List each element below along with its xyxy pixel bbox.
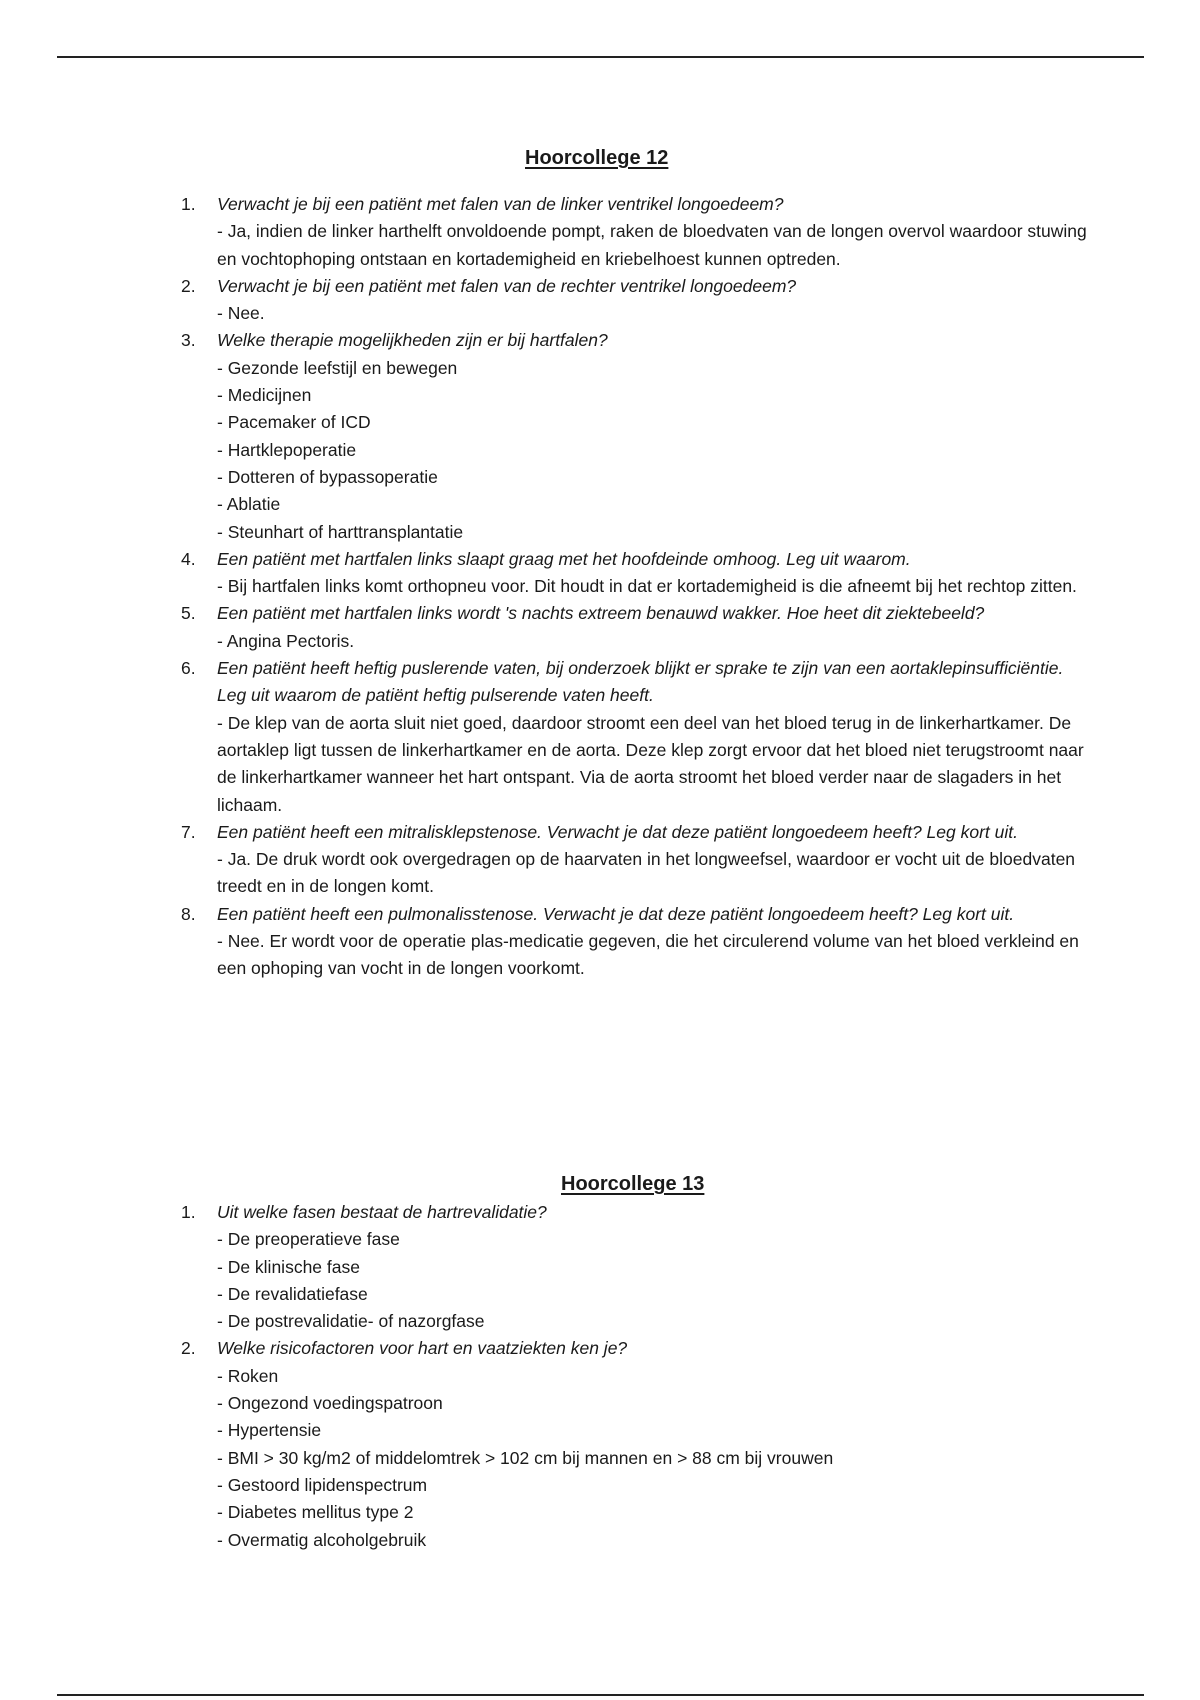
answer-line: - Hartklepoperatie [217,439,357,460]
answer-line: - De preoperatieve fase [217,1229,400,1250]
answer-line: - De klinische fase [217,1256,360,1277]
question-text: Uit welke fasen bestaat de hartrevalidatie? [217,1202,547,1222]
question-item-5 [0,600,1097,655]
question-text: Een patiënt met hartfalen links wordt 's nachts extreem benauwd wakker. Hoe heet dit ziektebeeld? [217,603,985,624]
answer-line: - Overmatig alcoholgebruik [217,1529,427,1550]
answer-line: - Gestoord lipidenspectrum [217,1474,428,1495]
question-item-8 [0,901,1097,983]
answer-line: - De revalidatiefase [217,1283,368,1304]
question-number: 8. [181,903,196,924]
answer-line: - Nee. [217,303,265,324]
answer-line: - Roken [217,1365,279,1386]
question-number: 2. [181,1338,196,1359]
answer-line: - De postrevalidatie- of nazorgfase [217,1311,485,1332]
question-text: Een patiënt met hartfalen links slaapt graag met het hoofdeinde omhoog. Leg uit waarom. [217,548,911,569]
question-number: 1. [181,194,196,214]
question-text: Een patiënt heeft een mitralisklepstenose. Verwacht je dat deze patiënt longoedeem heeft? Leg kort uit. [217,821,1018,842]
section-title-hoorcollege-12: Hoorcollege 12 [525,147,669,169]
answer-line: - Gezonde leefstijl en bewegen [217,357,458,378]
bottom-divider [57,1694,1144,1696]
question-text: Verwacht je bij een patiënt met falen van de rechter ventrikel longoedeem? [217,275,797,296]
question-number: 6. [181,658,196,679]
answer-line: - Medicijnen [217,385,312,406]
answer-line: - Ongezond voedingspatroon [217,1393,443,1414]
answer-line: - BMI > 30 kg/m2 of middelomtrek > 102 cm bij mannen en > 88 cm bij vrouwen [217,1447,834,1468]
answer-line: - Nee. Er wordt voor de operatie plas-medicatie gegeven, die het circulerend volume van het bloed verkleind en een ophoping van vocht in de longen voorkomt. [217,931,1079,979]
answer-line: - Dotteren of bypassoperatie [217,466,438,487]
question-text: Een patiënt heeft heftig puslerende vaten, bij onderzoek blijkt er sprake te zijn van een aortaklepinsufficiëntie. Leg uit waarom de patiënt heftig pulserende vaten heeft. [217,658,1064,706]
question-number: 7. [181,821,196,842]
question-text: Welke therapie mogelijkheden zijn er bij hartfalen? [217,330,608,351]
question-item-4 [0,546,1097,601]
question-number: 3. [181,330,196,351]
question-list-hoorcollege-12 [0,191,1200,983]
question-item-2 [0,273,1097,328]
answer-line: - Ablatie [217,494,281,515]
question-item-3 [0,327,1097,545]
top-divider [57,56,1144,58]
answer-line: - Angina Pectoris. [217,630,355,651]
question-item-6 [0,655,1097,819]
question-item-1 [0,191,1097,273]
answer-line: - Pacemaker of ICD [217,412,371,433]
answer-line: - Diabetes mellitus type 2 [217,1502,414,1523]
answer-line: - Hypertensie [217,1420,322,1441]
question-number: 2. [181,275,196,296]
answer-line: - Steunhart of harttransplantatie [217,521,464,542]
question-item-2 [0,1335,1097,1553]
answer-line: - Bij hartfalen links komt orthopneu voor. Dit houdt in dat er kortademigheid is die afneemt bij het rechtop zitten. [217,576,1077,597]
section-title-hoorcollege-13: Hoorcollege 13 [561,1173,705,1195]
answer-line: - De klep van de aorta sluit niet goed, daardoor stroomt een deel van het bloed terug in de linkerhartkamer. De aortaklep ligt tussen de linkerhartkamer en de aorta. Deze klep zorgt ervoor dat het bloed niet terugstroomt naar de linkerhartkamer wanneer het hart ontspant. Via de aorta stroomt het bloed verder naar de slagaders in het lichaam. [217,712,1084,815]
question-text: Welke risicofactoren voor hart en vaatziekten ken je? [217,1338,628,1359]
answer-line: - Ja. De druk wordt ook overgedragen op de haarvaten in het longweefsel, waardoor er vocht uit de bloedvaten treedt en in de longen komt. [217,849,1076,897]
question-item-7 [0,819,1097,901]
question-number: 4. [181,548,196,569]
answer-line: - Ja, indien de linker harthelft onvoldoende pompt, raken de bloedvaten van de longen overvol waardoor stuwing en vochtophoping ontstaan en kortademigheid en kriebelhoest kunnen optreden. [217,221,1087,269]
question-text: Verwacht je bij een patiënt met falen van de linker ventrikel longoedeem? [217,194,784,214]
question-number: 1. [181,1202,196,1222]
question-text: Een patiënt heeft een pulmonalisstenose. Verwacht je dat deze patiënt longoedeem heeft? Leg kort uit. [217,903,1015,924]
question-number: 5. [181,603,196,624]
question-list-hoorcollege-13 [0,1199,1200,1554]
question-item-1 [0,1199,1097,1335]
